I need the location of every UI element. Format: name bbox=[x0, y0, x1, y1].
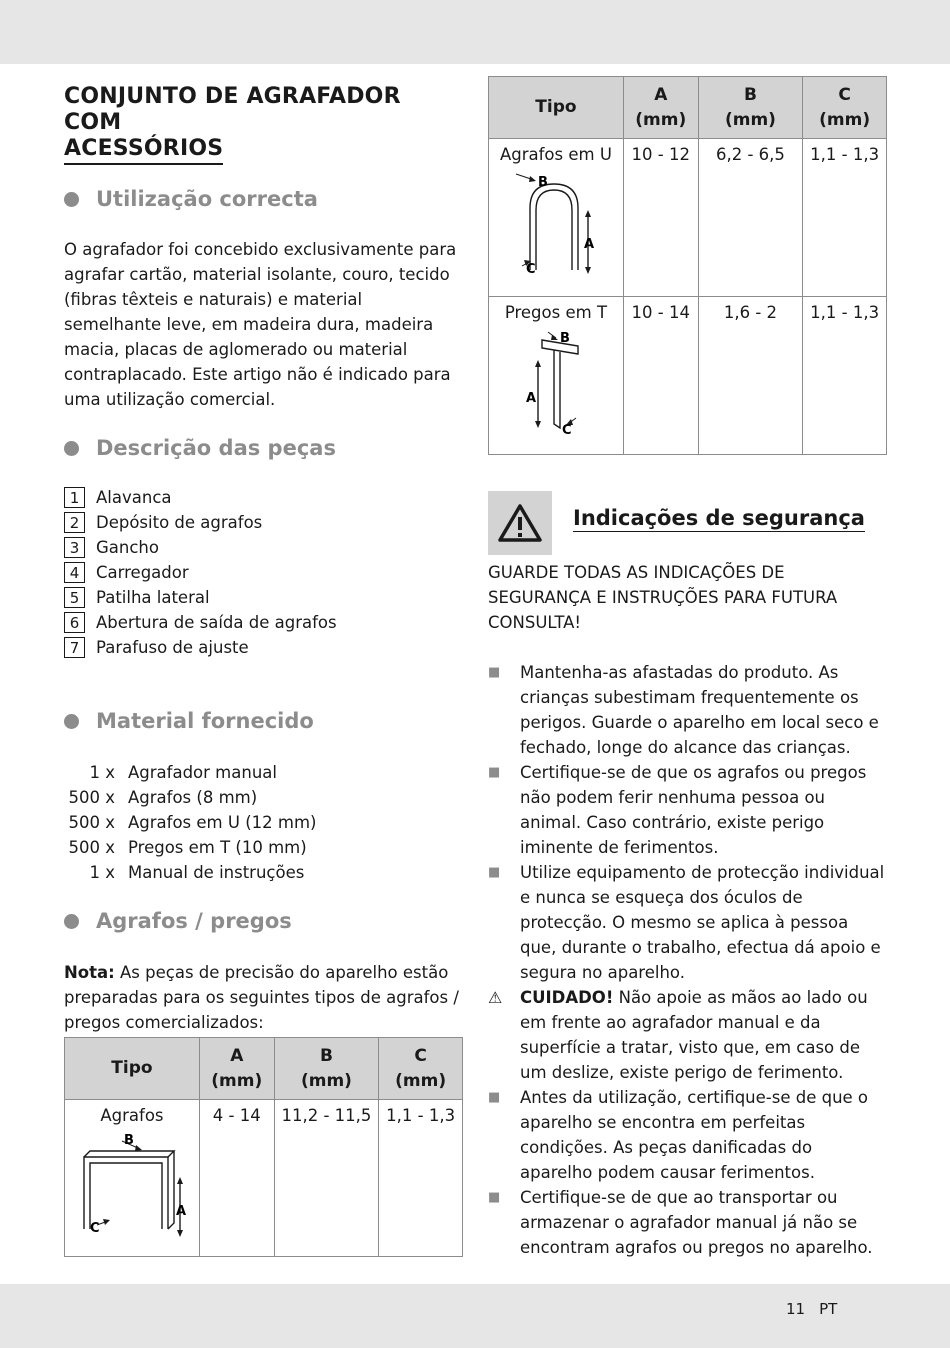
nota-text: As peças de precisão do aparelho estão preparadas para os seguintes tipos de agrafos / pregos comercializados: bbox=[64, 963, 459, 1032]
safety-list bbox=[488, 660, 888, 1260]
safety-text: Mantenha-as afastadas do produto. As crianças subestimam frequentemente os perigos. Guarde o aparelho em local seco e fechado, longe do alcance das crianças. bbox=[520, 663, 879, 757]
header-a-label: A bbox=[654, 84, 668, 105]
section-heading-usage bbox=[64, 187, 318, 211]
part-label: Carregador bbox=[96, 563, 189, 582]
cell-c: 1,1 - 1,3 bbox=[803, 139, 887, 297]
label-b: B bbox=[559, 331, 570, 346]
table-row bbox=[489, 297, 887, 455]
part-label: Patilha lateral bbox=[96, 588, 210, 607]
page-number: 11 bbox=[786, 1300, 806, 1318]
bullet-dot-icon bbox=[64, 914, 79, 929]
table-row bbox=[489, 139, 887, 297]
language-code: PT bbox=[819, 1300, 838, 1318]
title-line-1: CONJUNTO DE AGRAFADOR COM bbox=[64, 84, 401, 135]
cell-tipo bbox=[65, 1100, 200, 1257]
label-a: A bbox=[525, 391, 536, 406]
header-c-unit: (mm) bbox=[819, 109, 871, 130]
list-item bbox=[488, 660, 888, 760]
cell-a: 10 - 12 bbox=[623, 139, 698, 297]
supply-name: Agrafos (8 mm) bbox=[128, 788, 258, 807]
supply-name: Manual de instruções bbox=[128, 863, 305, 882]
list-item bbox=[488, 985, 888, 1085]
usage-text: O agrafador foi concebido exclusivamente para agrafar cartão, material isolante, couro, tecido (fibras têxteis e naturais) e material semelhante leve, em madeira dura, madeira macia, placas de aglomerado ou material contraplacado. Este artigo não é indicado para uma utilização comercial. bbox=[64, 240, 457, 409]
header-b-label: B bbox=[743, 84, 757, 105]
cell-tipo bbox=[489, 297, 624, 455]
list-item bbox=[64, 535, 337, 560]
supply-list bbox=[64, 760, 316, 885]
title-line-2: ACESSÓRIOS bbox=[64, 136, 223, 165]
top-band bbox=[0, 0, 950, 64]
part-label: Gancho bbox=[96, 538, 159, 557]
list-item bbox=[488, 1185, 888, 1260]
u-staple-diagram bbox=[496, 166, 616, 278]
cell-tipo bbox=[489, 139, 624, 297]
part-number: 1 bbox=[64, 487, 85, 508]
supply-qty: 500 x bbox=[68, 813, 115, 832]
safety-text: CUIDADO! Não apoie as mãos ao lado ou em frente ao agrafador manual e da superfície a tratar, visto que, em caso de um deslize, existe perigo de ferimento. bbox=[520, 988, 868, 1082]
bullet-dot-icon bbox=[64, 441, 79, 456]
label-b: B bbox=[537, 175, 548, 190]
table-row bbox=[65, 1100, 463, 1257]
part-number: 7 bbox=[64, 637, 85, 658]
label-a: A bbox=[175, 1204, 186, 1219]
list-item bbox=[64, 785, 316, 810]
bullet-dot-icon bbox=[64, 192, 79, 207]
usage-heading: Utilização correcta bbox=[96, 187, 318, 211]
supply-name: Agrafos em U (12 mm) bbox=[128, 813, 317, 832]
square-bullet-icon: ■ bbox=[488, 765, 501, 780]
flat-staple-diagram bbox=[72, 1129, 192, 1239]
header-tipo: Tipo bbox=[65, 1038, 200, 1100]
label-c: C bbox=[561, 423, 572, 436]
part-label: Alavanca bbox=[96, 488, 172, 507]
safety-text: Antes da utilização, certifique-se de que o aparelho se encontra em perfeitas condições. As peças danificadas do aparelho podem causar ferimentos. bbox=[520, 1088, 869, 1182]
header-a bbox=[199, 1038, 274, 1100]
section-heading-parts bbox=[64, 436, 336, 460]
list-item bbox=[64, 610, 337, 635]
part-label: Abertura de saída de agrafos bbox=[96, 613, 337, 632]
supply-name: Agrafador manual bbox=[128, 763, 277, 782]
label-b: B bbox=[123, 1133, 134, 1148]
safety-text: Certifique-se de que ao transportar ou armazenar o agrafador manual já não se encontram agrafos ou pregos no aparelho. bbox=[520, 1188, 873, 1257]
staples-table-left bbox=[64, 1037, 463, 1257]
part-number: 6 bbox=[64, 612, 85, 633]
staples-heading: Agrafos / pregos bbox=[96, 909, 292, 933]
part-label: Depósito de agrafos bbox=[96, 513, 263, 532]
header-tipo: Tipo bbox=[489, 77, 624, 139]
list-item bbox=[64, 485, 337, 510]
section-heading-supply bbox=[64, 709, 314, 733]
tipo-label: Agrafos em U bbox=[499, 145, 612, 164]
warning-box bbox=[488, 491, 552, 555]
supply-qty: 1 x bbox=[89, 763, 115, 782]
header-a-label: A bbox=[230, 1045, 244, 1066]
cell-c: 1,1 - 1,3 bbox=[803, 297, 887, 455]
supply-name: Pregos em T (10 mm) bbox=[128, 838, 307, 857]
part-number: 4 bbox=[64, 562, 85, 583]
cell-b: 1,6 - 2 bbox=[698, 297, 803, 455]
square-bullet-icon: ■ bbox=[488, 865, 501, 880]
section-heading-staples bbox=[64, 909, 292, 933]
header-a-unit: (mm) bbox=[211, 1070, 263, 1091]
staples-table-right bbox=[488, 76, 887, 455]
list-item bbox=[64, 585, 337, 610]
safety-caps-note: GUARDE TODAS AS INDICAÇÕES DE SEGURANÇA E INSTRUÇÕES PARA FUTURA CONSULTA! bbox=[488, 563, 838, 632]
bullet-dot-icon bbox=[64, 714, 79, 729]
part-number: 3 bbox=[64, 537, 85, 558]
list-item bbox=[488, 860, 888, 985]
page-footer bbox=[786, 1300, 851, 1318]
header-a bbox=[623, 77, 698, 139]
tipo-label: Pregos em T bbox=[504, 303, 608, 322]
list-item bbox=[64, 835, 316, 860]
safety-text: Certifique-se de que os agrafos ou pregos não podem ferir nenhuma pessoa ou animal. Caso contrário, existe perigo iminente de ferimentos. bbox=[520, 763, 867, 857]
t-nail-diagram bbox=[496, 324, 616, 436]
part-number: 2 bbox=[64, 512, 85, 533]
list-item bbox=[64, 510, 337, 535]
supply-qty: 500 x bbox=[68, 838, 115, 857]
safety-heading: Indicações de segurança bbox=[573, 506, 865, 530]
part-label: Parafuso de ajuste bbox=[96, 638, 249, 657]
nota-paragraph bbox=[64, 960, 464, 1035]
list-item bbox=[64, 860, 316, 885]
list-item bbox=[64, 560, 337, 585]
list-item bbox=[64, 760, 316, 785]
safety-text: Utilize equipamento de protecção individual e nunca se esqueça dos óculos de protecção. O mesmo se aplica à pessoa que, durante o trabalho, efectua dá apoio e segura no aparelho. bbox=[520, 863, 885, 982]
square-bullet-icon: ■ bbox=[488, 1190, 501, 1205]
header-b-unit: (mm) bbox=[300, 1070, 352, 1091]
header-c-label: C bbox=[414, 1045, 427, 1066]
cell-c: 1,1 - 1,3 bbox=[379, 1100, 463, 1257]
square-bullet-icon: ■ bbox=[488, 1090, 501, 1105]
supply-heading: Material fornecido bbox=[96, 709, 314, 733]
header-c bbox=[379, 1038, 463, 1100]
supply-qty: 1 x bbox=[89, 863, 115, 882]
cell-a: 10 - 14 bbox=[623, 297, 698, 455]
label-c: C bbox=[89, 1221, 100, 1236]
parts-heading: Descrição das peças bbox=[96, 436, 336, 460]
part-number: 5 bbox=[64, 587, 85, 608]
label-c: C bbox=[525, 262, 536, 277]
supply-qty: 500 x bbox=[68, 788, 115, 807]
header-a-unit: (mm) bbox=[635, 109, 687, 130]
header-b-label: B bbox=[319, 1045, 333, 1066]
list-item bbox=[488, 760, 888, 860]
cell-b: 6,2 - 6,5 bbox=[698, 139, 803, 297]
header-b-unit: (mm) bbox=[724, 109, 776, 130]
square-bullet-icon: ■ bbox=[488, 665, 501, 680]
nota-label: Nota: bbox=[64, 963, 115, 982]
parts-list bbox=[64, 485, 337, 660]
left-column bbox=[64, 84, 464, 1236]
tipo-label: Agrafos bbox=[100, 1106, 164, 1125]
warning-triangle-icon bbox=[497, 502, 543, 544]
header-b bbox=[274, 1038, 379, 1100]
header-b bbox=[698, 77, 803, 139]
document-title bbox=[64, 84, 464, 165]
header-c-label: C bbox=[838, 84, 851, 105]
list-item bbox=[488, 1085, 888, 1185]
header-c-unit: (mm) bbox=[395, 1070, 447, 1091]
list-item bbox=[64, 635, 337, 660]
warning-bullet-icon: ⚠ bbox=[488, 988, 503, 1007]
cell-a: 4 - 14 bbox=[199, 1100, 274, 1257]
cell-b: 11,2 - 11,5 bbox=[274, 1100, 379, 1257]
list-item bbox=[64, 810, 316, 835]
header-c bbox=[803, 77, 887, 139]
label-a: A bbox=[583, 237, 594, 252]
